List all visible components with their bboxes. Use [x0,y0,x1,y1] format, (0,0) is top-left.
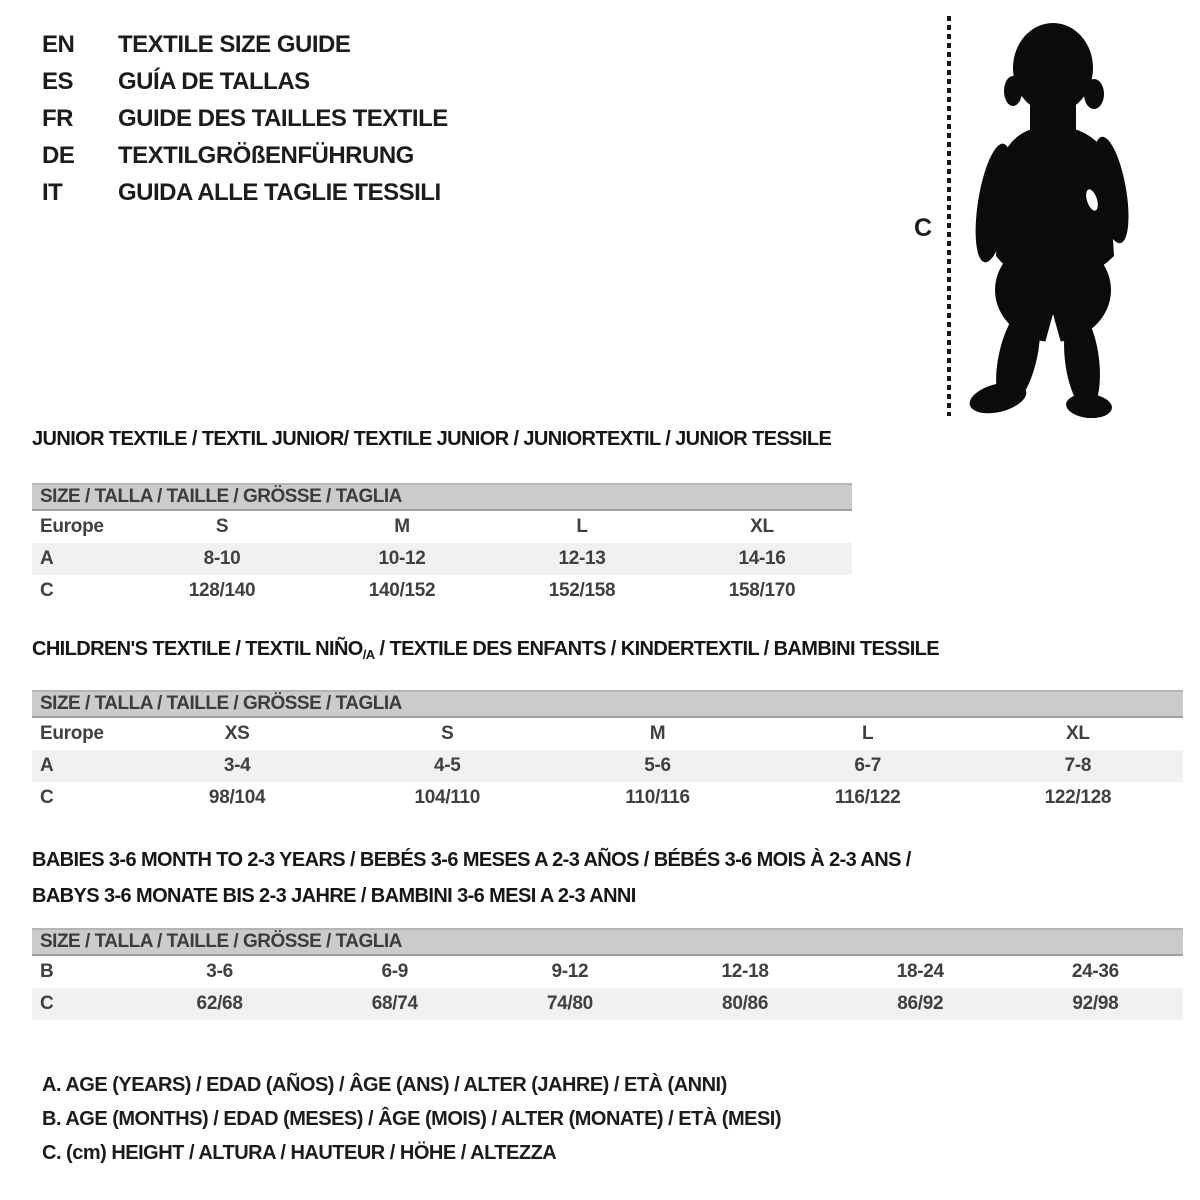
toddler-silhouette-icon [958,18,1138,418]
value-cell: 12-18 [721,961,769,982]
children-size-table [32,690,1183,814]
value-cell: 80/86 [722,993,769,1014]
table-row-region [32,511,852,543]
size-header-bar: SIZE / TALLA / TAILLE / GRÖSSE / TAGLIA [32,690,1183,718]
babies-heading-line1: BABIES 3-6 MONTH TO 2-3 YEARS / BEBÉS 3-6 MESES A 2-3 AÑOS / BÉBÉS 3-6 MOIS À 2-3 ANS / [32,849,911,871]
lang-row-es [42,63,448,100]
lang-code: IT [42,178,63,206]
size-col: XS [224,723,250,744]
size-col: L [862,723,874,744]
value-cell: 122/128 [1044,787,1112,808]
children-heading-post: / TEXTILE DES ENFANTS / KINDERTEXTIL / BAMBINI TESSILE [374,638,940,660]
region-label: Europe [40,516,104,537]
lang-title: GUÍA DE TALLAS [118,67,310,95]
value-cell: 152/158 [548,580,616,601]
size-col: XL [1066,723,1090,744]
value-cell: 62/68 [196,993,243,1014]
height-measure-label: C [914,214,933,242]
lang-row-it [42,174,448,211]
lang-title: GUIDA ALLE TAGLIE TESSILI [118,178,441,206]
table-row-height [32,575,852,607]
value-cell: 68/74 [371,993,418,1014]
row-label: C [40,580,54,601]
value-cell: 6-7 [854,755,881,776]
value-cell: 3-4 [223,755,251,776]
value-cell: 6-9 [381,961,409,982]
value-cell: 98/104 [208,787,266,808]
size-col: S [215,516,229,537]
junior-section-heading: JUNIOR TEXTILE / TEXTIL JUNIOR/ TEXTILE JUNIOR / JUNIORTEXTIL / JUNIOR TESSILE [32,428,832,450]
lang-code: ES [42,67,74,95]
lang-row-en [42,26,448,63]
table-row-age [32,543,852,575]
measurement-legend [42,1068,781,1170]
babies-heading-line2: BABYS 3-6 MONATE BIS 2-3 JAHRE / BAMBINI 3-6 MESI A 2-3 ANNI [32,885,636,907]
table-row-region [32,718,1183,750]
lang-row-fr [42,100,448,137]
legend-line-b: B. AGE (MONTHS) / EDAD (MESES) / ÂGE (MOIS) / ALTER (MONATE) / ETÀ (MESI) [42,1108,782,1130]
lang-title: GUIDE DES TAILLES TEXTILE [118,104,448,132]
table-row-height [32,988,1183,1020]
row-label: A [40,548,54,569]
value-cell: 116/122 [834,787,901,808]
value-cell: 158/170 [728,580,796,601]
value-cell: 3-6 [206,961,233,982]
table-row-age [32,750,1183,782]
lang-row-de [42,137,448,174]
children-heading-sub: /A [362,647,375,662]
value-cell: 9-12 [551,961,589,982]
value-cell: 5-6 [644,755,671,776]
size-col: M [394,516,410,537]
size-col: L [576,516,588,537]
value-cell: 4-5 [434,755,461,776]
height-measure-dashed-line [947,16,951,416]
lang-code: DE [42,141,75,169]
row-label: B [40,961,54,982]
value-cell: 14-16 [738,548,786,569]
value-cell: 92/98 [1072,993,1119,1014]
table-row-age-months [32,956,1183,988]
legend-line-c: C. (cm) HEIGHT / ALTURA / HAUTEUR / HÖHE / ALTEZZA [42,1142,557,1164]
value-cell: 128/140 [188,580,256,601]
value-cell: 110/116 [625,787,690,808]
babies-section-heading [32,842,911,914]
value-cell: 8-10 [203,548,241,569]
row-label: C [40,787,54,808]
children-section-heading [32,638,939,662]
junior-size-table [32,483,852,607]
lang-title: TEXTILGRÖßENFÜHRUNG [118,141,414,169]
value-cell: 104/110 [414,787,481,808]
language-title-list [42,26,448,211]
size-col: M [649,723,666,744]
size-col: XL [750,516,774,537]
value-cell: 12-13 [558,548,606,569]
value-cell: 86/92 [897,993,944,1014]
lang-code: EN [42,30,75,58]
region-label: Europe [40,723,104,744]
value-cell: 140/152 [368,580,436,601]
table-row-height [32,782,1183,814]
value-cell: 74/80 [546,993,593,1014]
size-header-bar: SIZE / TALLA / TAILLE / GRÖSSE / TAGLIA [32,928,1183,956]
value-cell: 7-8 [1064,755,1092,776]
row-label: C [40,993,54,1014]
legend-line-a: A. AGE (YEARS) / EDAD (AÑOS) / ÂGE (ANS) / ALTER (JAHRE) / ETÀ (ANNI) [42,1074,727,1096]
children-heading-pre: CHILDREN'S TEXTILE / TEXTIL NIÑO [32,638,363,660]
babies-size-table [32,928,1183,1020]
lang-title: TEXTILE SIZE GUIDE [118,30,351,58]
row-label: A [40,755,54,776]
value-cell: 18-24 [896,961,944,982]
value-cell: 10-12 [378,548,426,569]
value-cell: 24-36 [1071,961,1119,982]
size-col: S [441,723,454,744]
size-header-bar: SIZE / TALLA / TAILLE / GRÖSSE / TAGLIA [32,483,852,511]
lang-code: FR [42,104,73,132]
